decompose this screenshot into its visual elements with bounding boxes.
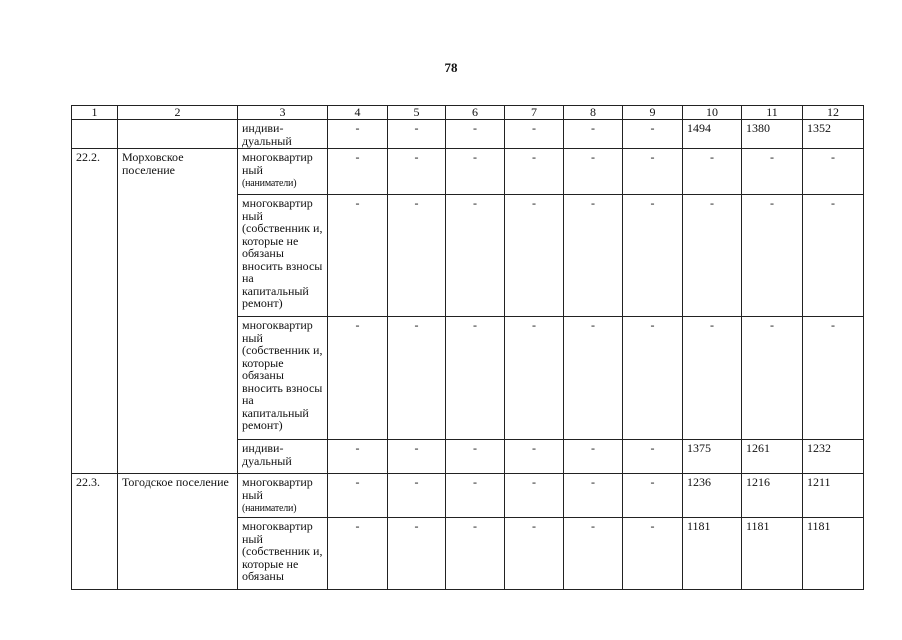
- column-header: 8: [564, 106, 623, 120]
- row-number-cell: 22.2.: [72, 149, 118, 474]
- settlement-name-cell: [118, 120, 238, 149]
- value-cell: -: [388, 518, 446, 590]
- housing-type-cell: [238, 474, 328, 518]
- value-cell: -: [623, 149, 683, 195]
- value-cell: -: [623, 440, 683, 474]
- value-cell: -: [505, 317, 564, 440]
- value-cell: -: [683, 195, 742, 317]
- column-header: 10: [683, 106, 742, 120]
- housing-type-label: многоквартир ный: [242, 150, 313, 177]
- value-cell: -: [683, 149, 742, 195]
- value-cell: 1181: [742, 518, 803, 590]
- column-header: 3: [238, 106, 328, 120]
- page-number: 78: [444, 60, 458, 75]
- value-cell: -: [623, 474, 683, 518]
- value-cell: -: [564, 518, 623, 590]
- housing-type-cell: многоквартир ный (собственник и, которые не обязаны вносить взносы на капитальный ремонт): [238, 195, 328, 317]
- value-cell: -: [505, 195, 564, 317]
- value-cell: -: [388, 474, 446, 518]
- value-cell: -: [328, 120, 388, 149]
- tariff-table: [71, 105, 864, 590]
- value-cell: -: [803, 149, 864, 195]
- value-cell: -: [505, 120, 564, 149]
- value-cell: -: [623, 518, 683, 590]
- value-cell: 1181: [803, 518, 864, 590]
- value-cell: -: [623, 120, 683, 149]
- column-header: 6: [446, 106, 505, 120]
- value-cell: -: [742, 149, 803, 195]
- value-cell: -: [328, 518, 388, 590]
- value-cell: -: [446, 195, 505, 317]
- value-cell: 1216: [742, 474, 803, 518]
- housing-type-cell: многоквартир ный (собственник и, которые обязаны вносить взносы на капитальный ремонт): [238, 317, 328, 440]
- column-header: 5: [388, 106, 446, 120]
- value-cell: -: [742, 317, 803, 440]
- column-header: 1: [72, 106, 118, 120]
- value-cell: -: [564, 120, 623, 149]
- value-cell: -: [623, 317, 683, 440]
- value-cell: -: [388, 149, 446, 195]
- value-cell: -: [564, 440, 623, 474]
- value-cell: -: [505, 518, 564, 590]
- settlement-name-cell: Морховское поселение: [118, 149, 238, 474]
- table-row: [72, 149, 864, 195]
- value-cell: -: [388, 195, 446, 317]
- value-cell: -: [446, 440, 505, 474]
- value-cell: -: [328, 317, 388, 440]
- value-cell: -: [683, 317, 742, 440]
- value-cell: -: [388, 120, 446, 149]
- value-cell: -: [446, 120, 505, 149]
- column-header: 11: [742, 106, 803, 120]
- value-cell: -: [328, 195, 388, 317]
- value-cell: 1261: [742, 440, 803, 474]
- value-cell: -: [328, 474, 388, 518]
- value-cell: -: [446, 317, 505, 440]
- value-cell: 1232: [803, 440, 864, 474]
- value-cell: -: [328, 149, 388, 195]
- housing-type-note: (наниматели): [242, 503, 297, 514]
- value-cell: -: [328, 440, 388, 474]
- column-header: 2: [118, 106, 238, 120]
- value-cell: -: [564, 149, 623, 195]
- column-header: 7: [505, 106, 564, 120]
- housing-type-cell: многоквартир ный (собственник и, которые не обязаны: [238, 518, 328, 590]
- value-cell: -: [446, 518, 505, 590]
- value-cell: -: [564, 317, 623, 440]
- row-number-cell: [72, 120, 118, 149]
- value-cell: 1352: [803, 120, 864, 149]
- value-cell: -: [505, 149, 564, 195]
- row-number-cell: 22.3.: [72, 474, 118, 590]
- value-cell: 1494: [683, 120, 742, 149]
- value-cell: -: [564, 474, 623, 518]
- value-cell: -: [446, 149, 505, 195]
- settlement-name-cell: Тогодское поселение: [118, 474, 238, 590]
- value-cell: -: [505, 474, 564, 518]
- value-cell: -: [388, 317, 446, 440]
- value-cell: -: [803, 195, 864, 317]
- value-cell: -: [623, 195, 683, 317]
- value-cell: 1181: [683, 518, 742, 590]
- housing-type-cell: индиви- дуальный: [238, 120, 328, 149]
- value-cell: -: [505, 440, 564, 474]
- housing-type-note: (наниматели): [242, 178, 297, 189]
- value-cell: 1375: [683, 440, 742, 474]
- housing-type-label: многоквартир ный: [242, 475, 313, 502]
- table-row: [72, 120, 864, 149]
- value-cell: 1236: [683, 474, 742, 518]
- column-header: 12: [803, 106, 864, 120]
- value-cell: 1380: [742, 120, 803, 149]
- value-cell: -: [803, 317, 864, 440]
- value-cell: -: [446, 474, 505, 518]
- column-header: 4: [328, 106, 388, 120]
- column-header: 9: [623, 106, 683, 120]
- header-row: [72, 106, 864, 120]
- housing-type-cell: индиви- дуальный: [238, 440, 328, 474]
- value-cell: -: [742, 195, 803, 317]
- housing-type-cell: [238, 149, 328, 195]
- table-row: [72, 474, 864, 518]
- value-cell: -: [564, 195, 623, 317]
- value-cell: -: [388, 440, 446, 474]
- value-cell: 1211: [803, 474, 864, 518]
